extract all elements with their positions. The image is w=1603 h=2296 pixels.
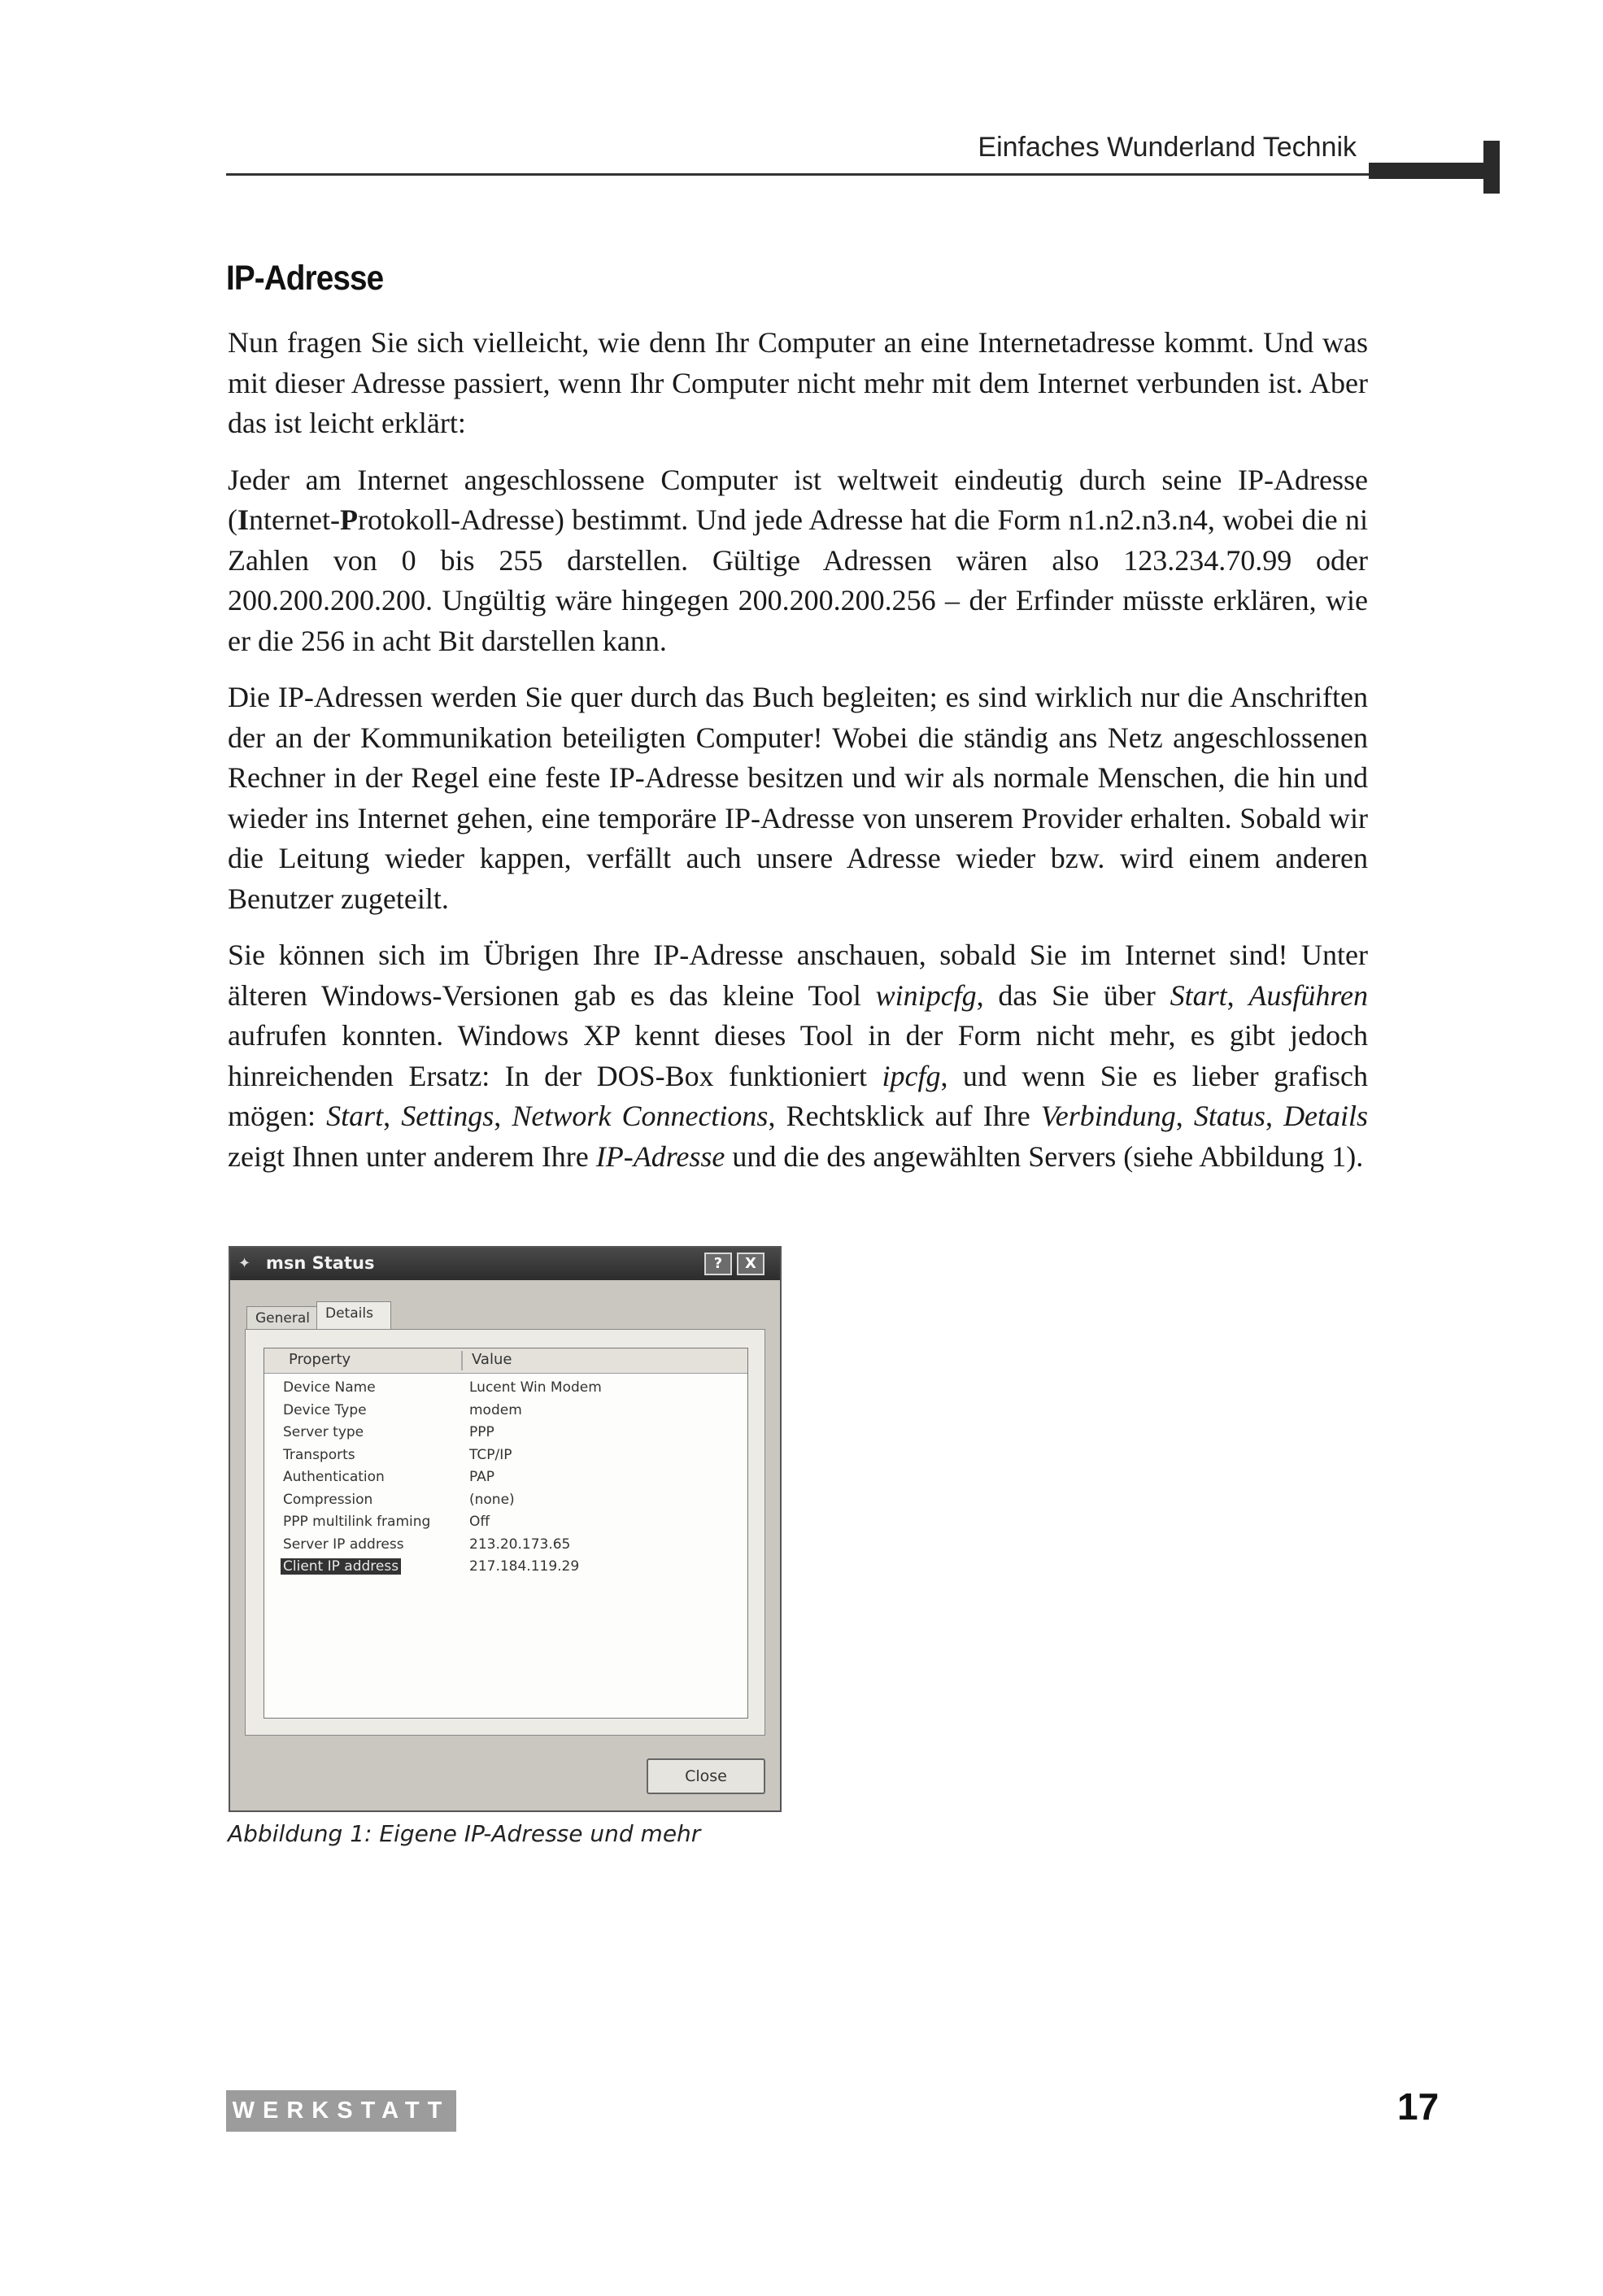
- row-property: Compression: [283, 1491, 373, 1508]
- row-value: Lucent Win Modem: [469, 1379, 602, 1396]
- body-text: [228, 323, 1368, 1193]
- p2-text-a: Jeder am Internet angeschlossene Computer ist weltweit eindeutig durch seine IP-Adresse (: [228, 463, 1368, 536]
- close-button[interactable]: Close: [647, 1758, 765, 1794]
- p4-s5: , und wenn Sie es lieber grafisch mögen:: [228, 1059, 1368, 1132]
- header-rule: [226, 173, 1369, 176]
- list-header: [264, 1348, 747, 1374]
- row-value: PAP: [469, 1469, 495, 1485]
- row-value: modem: [469, 1401, 522, 1418]
- p4-e5: Start: [326, 1100, 384, 1132]
- paragraph-1: Nun fragen Sie sich vielleicht, wie denn Ihr Computer an eine Internetadresse kommt. Und was mit dieser Adresse passiert, wenn Ihr Computer nicht mehr mit dem Internet verbunden ist. Aber das ist leicht erklärt:: [228, 326, 1368, 439]
- list-row[interactable]: [264, 1445, 747, 1468]
- p4-e11: IP-Adresse: [595, 1139, 725, 1173]
- row-value: 217.184.119.29: [469, 1558, 580, 1575]
- row-property: Transports: [283, 1446, 355, 1463]
- tab-general[interactable]: General: [246, 1306, 318, 1329]
- status-dialog: [229, 1246, 782, 1812]
- help-button[interactable]: ?: [704, 1253, 732, 1275]
- row-property: Client IP address: [281, 1558, 401, 1575]
- column-divider[interactable]: [461, 1351, 463, 1370]
- details-list: [264, 1348, 748, 1719]
- p4-e6: Settings: [401, 1100, 494, 1132]
- close-icon[interactable]: X: [737, 1253, 764, 1275]
- p4-s1: Sie können sich im Übrigen Ihre IP-Adresse anschauen, sobald Sie im Internet sind! Unter älteren Windows-Versionen gab es das kleine Tool: [228, 939, 1368, 1012]
- list-row[interactable]: [264, 1512, 747, 1535]
- list-row[interactable]: [264, 1490, 747, 1513]
- row-property: Device Type: [283, 1401, 367, 1418]
- header-hook: [1483, 141, 1500, 194]
- column-header-property[interactable]: Property: [289, 1351, 351, 1368]
- p4-s8: , Rechtsklick auf Ihre: [768, 1100, 1041, 1132]
- list-row[interactable]: [264, 1422, 747, 1445]
- column-header-value[interactable]: Value: [472, 1351, 512, 1368]
- p4-s2: , das Sie über: [976, 978, 1170, 1012]
- running-header: Einfaches Wunderland Technik: [978, 132, 1357, 163]
- paragraph-3: Die IP-Adressen werden Sie quer durch das Buch begleiten; es sind wirklich nur die Anschriften der an der Kommunikation beteiligten Computer! Wobei die ständig ans Netz angeschlossenen Rechner in der Regel eine feste IP-Adresse besitzen und wir als normale Menschen, die hin und wieder ins Internet gehen, eine temporäre IP-Adresse von unserem Provider erhalten. Sobald wir die Leitung wieder kappen, verfällt auch unsere Adresse wieder bzw. wird einem anderen Benutzer zugeteilt.: [228, 681, 1368, 915]
- row-property: PPP multilink framing: [283, 1514, 431, 1530]
- p2-bold-i: I: [237, 503, 250, 536]
- details-panel: [245, 1329, 765, 1736]
- tab-details[interactable]: Details: [316, 1301, 391, 1331]
- p2-text-c: rotokoll-Adresse) bestimmt. Und jede Adresse hat die Form n1.n2.n3.n4, wobei die ni Zahlen von 0 bis 255 darstellen. Gültige Adressen wären also 123.234.70.99 oder 200.200.200.200. Ungültig wäre hingegen 200.200.200.256 – der Erfinder müsste erklären, wie er die 256 in acht Bit darstellen kann.: [228, 503, 1368, 657]
- p4-e1: winipcfg: [875, 978, 977, 1012]
- dialog-titlebar: [230, 1248, 780, 1280]
- figure-caption: Abbildung 1: Eigene IP-Adresse und mehr: [228, 1820, 701, 1847]
- p4-s9: ,: [1175, 1100, 1194, 1132]
- list-row-selected[interactable]: [264, 1557, 747, 1579]
- p2-text-b: nternet-: [249, 503, 340, 536]
- p4-s6: ,: [383, 1100, 402, 1132]
- row-property: Device Name: [283, 1379, 376, 1396]
- p4-e7: Network Connections: [512, 1100, 769, 1132]
- list-rows: [264, 1378, 747, 1579]
- p4-e4: ipcfg: [882, 1059, 941, 1092]
- p4-s12: und die des angewählten Servers (siehe Abbildung 1).: [725, 1139, 1364, 1173]
- row-value: TCP/IP: [469, 1446, 512, 1463]
- list-row[interactable]: [264, 1467, 747, 1490]
- p4-s10: ,: [1265, 1100, 1284, 1132]
- footer-label: WERKSTATT: [226, 2090, 456, 2132]
- p4-e8: Verbindung: [1040, 1100, 1176, 1132]
- header-bar: [1369, 163, 1492, 179]
- row-property: Server type: [283, 1424, 364, 1440]
- p4-e3: Ausführen: [1248, 978, 1368, 1012]
- list-row[interactable]: [264, 1401, 747, 1423]
- page-number: 17: [1397, 2085, 1440, 2128]
- row-value: Off: [469, 1514, 490, 1530]
- msn-logo-icon: ✦: [238, 1255, 251, 1272]
- section-heading: IP-Adresse: [226, 259, 384, 298]
- row-value: (none): [469, 1491, 515, 1508]
- p4-e10: Details: [1283, 1100, 1369, 1132]
- p4-e2: Start: [1170, 978, 1227, 1012]
- row-property: Authentication: [283, 1469, 385, 1485]
- paragraph-4: [228, 935, 1368, 1177]
- p4-s3: ,: [1226, 978, 1249, 1012]
- row-value: 213.20.173.65: [469, 1536, 571, 1553]
- list-row[interactable]: [264, 1378, 747, 1401]
- paragraph-2: [228, 460, 1368, 662]
- row-property: Server IP address: [283, 1536, 404, 1553]
- p2-bold-p: P: [339, 503, 358, 536]
- p4-e9: Status: [1193, 1100, 1265, 1132]
- dialog-title: msn Status: [266, 1253, 375, 1273]
- list-row[interactable]: [264, 1535, 747, 1558]
- row-value: PPP: [469, 1424, 494, 1440]
- p4-s7: ,: [494, 1100, 512, 1132]
- p4-s4: aufrufen konnten. Windows XP kennt dieses Tool in der Form nicht mehr, es gibt jedoch hinreichenden Ersatz: In der DOS-Box funktioniert: [228, 1019, 1368, 1092]
- p4-s11: zeigt Ihnen unter anderem Ihre: [228, 1139, 596, 1173]
